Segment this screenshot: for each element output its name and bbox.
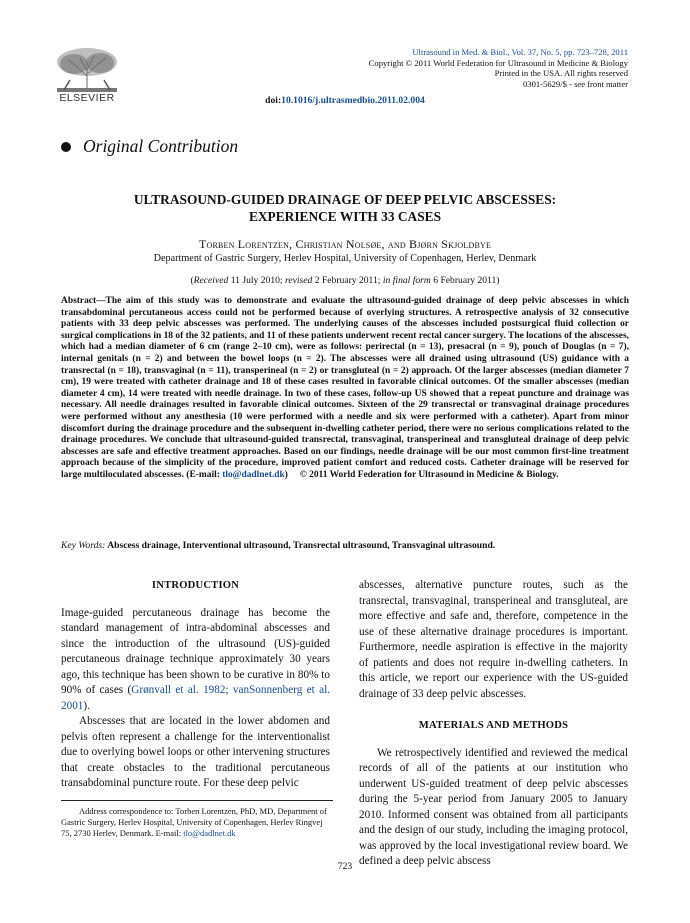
final-form-date: 6 February 2011 bbox=[430, 275, 497, 286]
final-form-label: in final form bbox=[382, 275, 431, 286]
doi-line bbox=[0, 95, 690, 106]
footnote-divider bbox=[61, 800, 333, 801]
received-label: Received bbox=[193, 275, 229, 286]
abstract-copyright: ) © 2011 World Federation for Ultrasound in Medicine & Biology. bbox=[284, 469, 559, 480]
methods-paragraph-1: We retrospectively identified and reviewed the medical records of all of the patients at our institution who underwent US-guided treatment of deep pelvic abscesses during the 5-year period from January 2005 to January 2010. Informed consent was obtained from all participants and the design of our study, including the imaging protocol, was approved by the local investigational review board. We defined a deep pelvic abscess bbox=[359, 746, 628, 867]
left-column bbox=[61, 578, 330, 792]
bullet-icon bbox=[61, 142, 71, 152]
journal-copyright: Copyright © 2011 World Federation for Ultrasound in Medicine & Biology bbox=[368, 57, 628, 68]
page-number: 723 bbox=[337, 861, 353, 872]
abstract bbox=[61, 296, 629, 482]
publisher-name: ELSEVIER bbox=[59, 92, 115, 104]
correspondence-footnote bbox=[61, 806, 333, 838]
intro-p1-end: ). bbox=[83, 699, 90, 712]
received-date: 11 July 2010; bbox=[228, 275, 285, 286]
keywords-text: Abscess drainage, Interventional ultrasound, Transrectal ultrasound, Transvaginal ultrasound. bbox=[105, 540, 496, 551]
elsevier-tree-icon bbox=[52, 46, 122, 94]
doi-prefix: doi: bbox=[265, 95, 282, 106]
introduction-heading: INTRODUCTION bbox=[151, 580, 240, 591]
right-column bbox=[359, 578, 628, 870]
abstract-body: Abstract—The aim of this study was to demonstrate and evaluate the ultrasound-guided drainage of deep pelvic abscesses in which transabdominal percutaneous access could not be performed because of overlying structures. A retrospective analysis of 32 consecutive patients with 33 deep pelvic abscesses was performed. The underlying causes of the abscesses included postsurgical fluid collection or surgical complications in 18 of the 32 patients, and 11 of these patients underwent recent rectal cancer surgery. The locations of the abscesses, which had a median diameter of 6 cm (range 2–10 cm), were as follows: perirectal (n = 13), presacral (n = 9), pouch of Douglas (n = 7), internal genitals (n = 2) and between the bowel loops (n = 2). The abscesses were all drained using ultrasound (US) guidance with a transrectal (n = 18), transvaginal (n = 11), transperineal (n = 2) or transgluteal (n = 2) approach. Of the larger abscesses (median diameter 7 cm), 19 were treated with catheter drainage and 18 of these cases resulted in favorable clinical outcomes. Of the smaller abscesses (median diameter 4 cm), 14 were treated with needle drainage. In two of these cases, follow-up US showed that a repeat puncture and drainage was necessary. All needle drainages resulted in favorable clinical outcomes. Sixteen of the 29 transrectal or transvaginal drainage procedures were performed without any anesthesia (10 were performed with a needle and six were performed with a catheter). Apart from minor discomfort during the drainage procedure and the subsequent in-dwelling catheter period, there were no serious complications related to the drainage procedures. We conclude that ultrasound-guided transrectal, transvaginal, transperineal and transgluteal drainage of deep pelvic abscesses are safe and effective treatment approaches. Based on our findings, needle drainage will be our most common first-line treatment approach because of the simplicity of the procedure, improved patient comfort and reduced costs. Catheter drainage will be reserved for large multiloculated abscesses. (E-mail: bbox=[61, 296, 629, 480]
intro-paragraph-1 bbox=[61, 606, 330, 715]
keywords bbox=[61, 540, 629, 551]
footnote-email-link[interactable]: tlo@dadlnet.dk bbox=[183, 827, 236, 838]
intro-paragraph-3: abscesses, alternative puncture routes, such as the transrectal, transvaginal, transperineal and transgluteal, are more effective and safe and, therefore, competence in the use of these alternative drainage procedures is important. Furthermore, needle aspiration is effective in the majority of patients and does not require in-dwelling catheters. In this article, we report our experience with the US-guided drainage of 33 deep pelvic abscesses. bbox=[359, 579, 628, 700]
methods-heading: MATERIALS AND METHODS bbox=[418, 720, 569, 731]
journal-citation[interactable]: Ultrasound in Med. & Biol., Vol. 37, No. 5, pp. 723–728, 2011 bbox=[412, 47, 628, 57]
intro-p1-text: Image-guided percutaneous drainage has become the standard management of intra-abdominal abscesses and since the introduction of the ultrasound (US)-guided percutaneous drainage technique approximately 30 years ago, this technique has been shown to be curative in 80% to 90% of cases ( bbox=[61, 606, 330, 696]
journal-printed: Printed in the USA. All rights reserved bbox=[494, 68, 628, 79]
title-line-1: ULTRASOUND-GUIDED DRAINAGE OF DEEP PELVIC ABSCESSES: bbox=[133, 192, 557, 207]
article-title bbox=[60, 191, 630, 225]
section-tag bbox=[61, 136, 238, 157]
article-authors: Torben Lorentzen, Christian Nolsøe, and Bjørn Skjoldbye bbox=[198, 237, 492, 251]
section-label: Original Contribution bbox=[83, 136, 239, 156]
received-dates: (Received 11 July 2010; revised 2 February 2011; in final form 6 February 2011) bbox=[190, 275, 500, 286]
doi-link[interactable]: 10.1016/j.ultrasmedbio.2011.02.004 bbox=[281, 95, 425, 106]
title-line-2: EXPERIENCE WITH 33 CASES bbox=[248, 209, 442, 224]
revised-date: 2 February 2011; bbox=[312, 275, 383, 286]
revised-label: revised bbox=[284, 275, 313, 286]
author-affiliation: Department of Gastric Surgery, Herlev Hospital, University of Copenhagen, Herlev, Denmark bbox=[153, 253, 537, 264]
journal-header bbox=[369, 47, 628, 89]
intro-paragraph-2: Abscesses that are located in the lower abdomen and pelvis often represent a challenge for the interventionalist due to overlying bowel loops or other intervening structures that create obstacles to the traditional percutaneous transabdominal puncture route. For these deep pelvic bbox=[61, 715, 330, 789]
keywords-label: Key Words: bbox=[61, 540, 106, 551]
footnote-text: Address correspondence to: Torben Lorentzen, PhD, MD, Department of Gastric Surgery, Herlev Hospital, University of Copenhagen, Herlev Ringvej 75, 2730 Herlev, Denmark. E-mail: bbox=[61, 806, 327, 838]
abstract-email-link[interactable]: tlo@dadlnet.dk bbox=[222, 469, 285, 480]
citation-link[interactable]: Grønvall et al. 1982; vanSonnenberg et al. 2001 bbox=[61, 684, 330, 712]
journal-issn: 0301-5629/$ - see front matter bbox=[522, 78, 628, 89]
